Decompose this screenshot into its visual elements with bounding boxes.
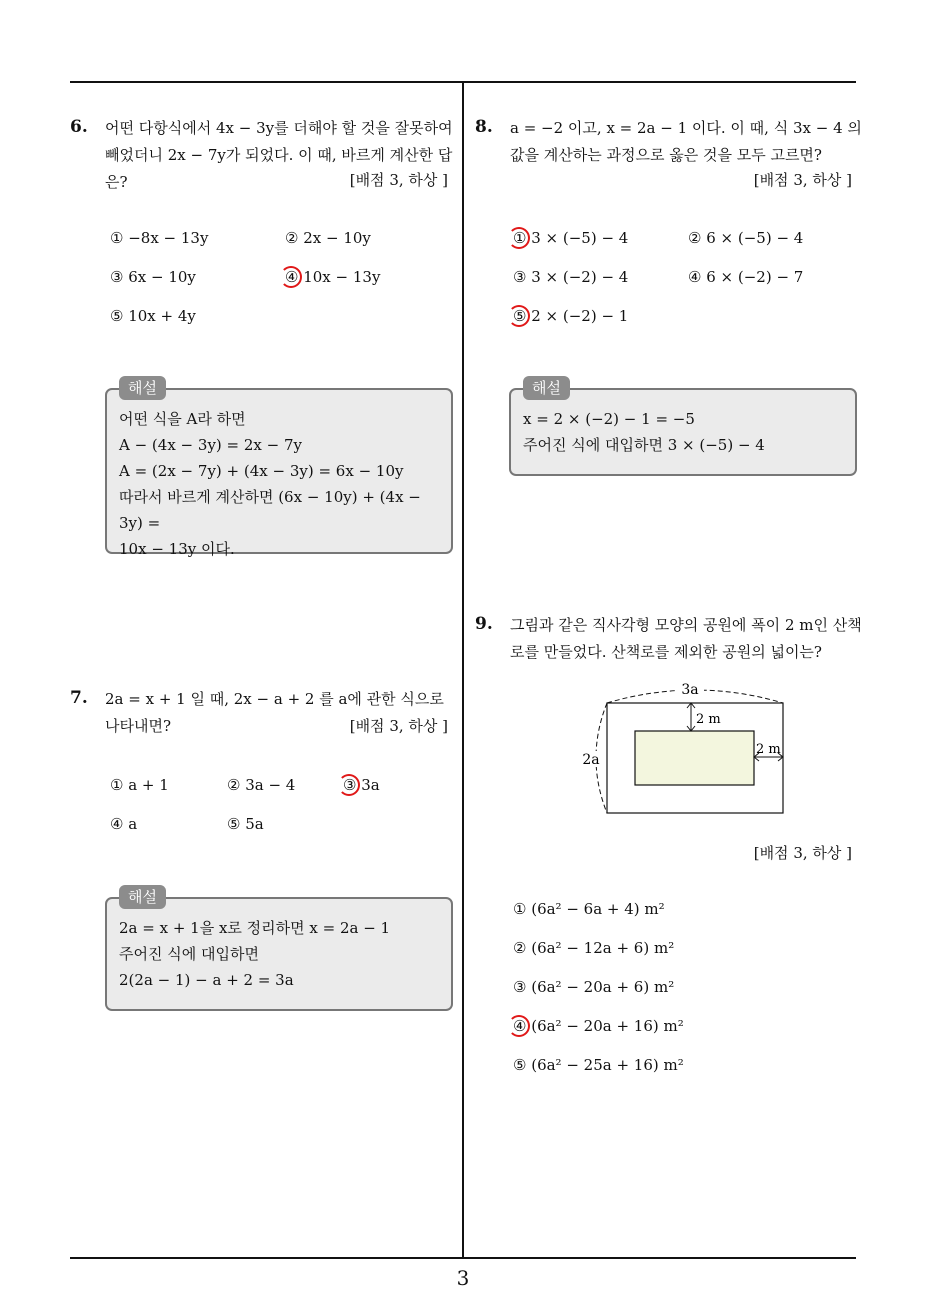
choice-3[interactable]: ③ (6a² − 20a + 6) m²	[513, 978, 675, 996]
choice-5[interactable]: ⑤ 10x + 4y	[110, 307, 196, 325]
column-divider	[462, 82, 464, 1258]
solution-line: 어떤 식을 A라 하면	[119, 410, 246, 428]
choice-3[interactable]: ③ 6x − 10y	[110, 268, 196, 286]
solution-tag: 해설	[523, 376, 570, 400]
choice-2[interactable]: ② 2x − 10y	[285, 229, 371, 247]
solution-tag: 해설	[119, 376, 166, 400]
question-text-line: 빼었더니 2x − 7y가 되었다. 이 때, 바르게 계산한 답	[105, 146, 453, 164]
question-text-line: 나타내면?	[105, 717, 172, 735]
answer-mark-icon	[508, 1015, 530, 1037]
question-text-line: 은?	[105, 173, 128, 191]
page-number: 3	[456, 1266, 470, 1290]
solution-line: 주어진 식에 대입하면	[119, 945, 259, 963]
choice-5[interactable]: ⑤ 5a	[227, 815, 264, 833]
choice-1[interactable]: ① −8x − 13y	[110, 229, 209, 247]
solution-line: 10x − 13y 이다.	[119, 540, 235, 558]
choice-2[interactable]: ② (6a² − 12a + 6) m²	[513, 939, 675, 957]
choice-4[interactable]: ④ 6 × (−2) − 7	[688, 268, 804, 286]
choice-3[interactable]: ③ 3 × (−2) − 4	[513, 268, 629, 286]
solution-line: A = (2x − 7y) + (4x − 3y) = 6x − 10y	[119, 462, 404, 480]
solution-line: x = 2 × (−2) − 1 = −5	[523, 410, 695, 428]
choice-5[interactable]: ⑤ 2 × (−2) − 1	[513, 307, 629, 325]
choice-1[interactable]: ① 3 × (−5) − 4	[513, 229, 629, 247]
question-text-line: 그림과 같은 직사각형 모양의 공원에 폭이 2 m인 산책	[510, 616, 862, 634]
question-text-line: 값을 계산하는 과정으로 옳은 것을 모두 고르면?	[510, 146, 822, 164]
choice-2[interactable]: ② 3a − 4	[227, 776, 296, 794]
bottom-rule	[70, 1257, 856, 1259]
points-label: [배점 3, 하상 ]	[349, 717, 448, 735]
solution-line: 따라서 바르게 계산하면 (6x − 10y) + (4x − 3y) =	[119, 488, 421, 532]
solution-line: A − (4x − 3y) = 2x − 7y	[119, 436, 302, 454]
question-number: 7.	[70, 688, 88, 708]
answer-mark-icon	[338, 774, 360, 796]
choice-4[interactable]: ④ 10x − 13y	[285, 268, 381, 286]
solution-line: 주어진 식에 대입하면 3 × (−5) − 4	[523, 436, 765, 454]
question-number: 9.	[475, 614, 493, 634]
left-label: 2a	[582, 752, 600, 768]
choice-4[interactable]: ④ (6a² − 20a + 16) m²	[513, 1017, 684, 1035]
park-figure	[575, 675, 795, 820]
solution-box	[105, 888, 453, 1011]
question-number: 8.	[475, 117, 493, 137]
solution-line: 2a = x + 1을 x로 정리하면 x = 2a − 1	[119, 919, 391, 937]
solution-box	[105, 379, 453, 558]
answer-mark-icon	[280, 266, 302, 288]
solution-tag: 해설	[119, 885, 166, 909]
top-path-label: 2 m	[696, 712, 721, 727]
choice-3[interactable]: ③ 3a	[343, 776, 380, 794]
answer-mark-icon	[508, 305, 530, 327]
choice-1[interactable]: ① a + 1	[110, 776, 169, 794]
choice-4[interactable]: ④ a	[110, 815, 138, 833]
question-text-line: a = −2 이고, x = 2a − 1 이다. 이 때, 식 3x − 4 의	[510, 119, 862, 137]
points-label: [배점 3, 하상 ]	[753, 844, 852, 862]
answer-mark-icon	[508, 227, 530, 249]
points-label: [배점 3, 하상 ]	[349, 171, 448, 189]
question-text-line: 어떤 다항식에서 4x − 3y를 더해야 할 것을 잘못하여	[105, 119, 453, 137]
choice-2[interactable]: ② 6 × (−5) − 4	[688, 229, 804, 247]
top-label: 3a	[681, 682, 699, 698]
right-path-label: 2 m	[756, 742, 781, 757]
park-inner-rect	[635, 731, 754, 785]
choice-1[interactable]: ① (6a² − 6a + 4) m²	[513, 900, 665, 918]
choice-5[interactable]: ⑤ (6a² − 25a + 16) m²	[513, 1056, 684, 1074]
question-text-line: 로를 만들었다. 산책로를 제외한 공원의 넓이는?	[510, 643, 822, 661]
question-text-line: 2a = x + 1 일 때, 2x − a + 2 를 a에 관한 식으로	[105, 690, 444, 708]
question-number: 6.	[70, 117, 88, 137]
solution-line: 2(2a − 1) − a + 2 = 3a	[119, 971, 294, 989]
solution-box	[509, 379, 857, 476]
points-label: [배점 3, 하상 ]	[753, 171, 852, 189]
